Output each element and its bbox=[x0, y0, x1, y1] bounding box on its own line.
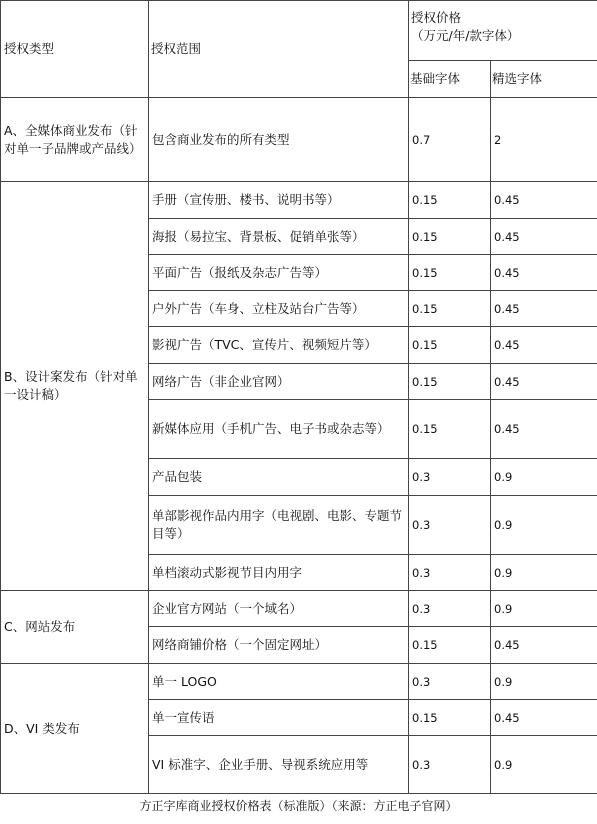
basic-price-cell: 0.15 bbox=[409, 327, 491, 364]
scope-cell: 海报（易拉宝、背景板、促销单张等） bbox=[149, 219, 409, 255]
scope-cell: 网络广告（非企业官网） bbox=[149, 364, 409, 400]
scope-cell: VI 标准字、企业手册、导视系统应用等 bbox=[149, 736, 409, 794]
scope-cell: 网络商铺价格（一个固定网址） bbox=[149, 627, 409, 664]
scope-cell: 产品包装 bbox=[149, 459, 409, 496]
basic-price-cell: 0.15 bbox=[409, 700, 491, 736]
premium-price-cell: 0.9 bbox=[491, 459, 597, 496]
basic-price-cell: 0.15 bbox=[409, 291, 491, 327]
premium-price-cell: 0.9 bbox=[491, 591, 597, 627]
premium-price-cell: 0.9 bbox=[491, 664, 597, 700]
scope-cell: 单档滚动式影视节目内用字 bbox=[149, 555, 409, 591]
premium-price-cell: 0.9 bbox=[491, 736, 597, 794]
header-row bbox=[1, 1, 597, 61]
premium-price-cell: 2 bbox=[491, 98, 597, 182]
scope-cell: 单一 LOGO bbox=[149, 664, 409, 700]
basic-price-cell: 0.15 bbox=[409, 627, 491, 664]
scope-cell: 单部影视作品内用字（电视剧、电影、专题节目等） bbox=[149, 496, 409, 555]
scope-cell: 企业官方网站（一个域名） bbox=[149, 591, 409, 627]
type-cell-a: A、全媒体商业发布（针对单一子品牌或产品线） bbox=[1, 98, 149, 182]
basic-price-cell: 0.3 bbox=[409, 555, 491, 591]
basic-price-cell: 0.15 bbox=[409, 182, 491, 219]
table-row bbox=[1, 98, 597, 182]
basic-price-cell: 0.15 bbox=[409, 255, 491, 291]
basic-price-cell: 0.15 bbox=[409, 219, 491, 255]
premium-price-cell: 0.45 bbox=[491, 700, 597, 736]
header-type: 授权类型 bbox=[1, 1, 149, 98]
table-caption: 方正字库商业授权价格表（标准版）（来源：方正电子官网） bbox=[139, 799, 458, 813]
basic-price-cell: 0.7 bbox=[409, 98, 491, 182]
premium-price-cell: 0.9 bbox=[491, 555, 597, 591]
premium-price-cell: 0.45 bbox=[491, 364, 597, 400]
type-cell-b: B、设计案发布（针对单一设计稿） bbox=[1, 182, 149, 591]
scope-cell: 新媒体应用（手机广告、电子书或杂志等） bbox=[149, 400, 409, 459]
header-price bbox=[409, 1, 597, 61]
scope-cell: 影视广告（TVC、宣传片、视频短片等） bbox=[149, 327, 409, 364]
table-row bbox=[1, 591, 597, 627]
header-price-title: 授权价格 bbox=[411, 10, 462, 25]
premium-price-cell: 0.45 bbox=[491, 400, 597, 459]
scope-cell: 包含商业发布的所有类型 bbox=[149, 98, 409, 182]
scope-cell: 平面广告（报纸及杂志广告等） bbox=[149, 255, 409, 291]
basic-price-cell: 0.3 bbox=[409, 664, 491, 700]
premium-price-cell: 0.9 bbox=[491, 496, 597, 555]
table-row bbox=[1, 664, 597, 700]
premium-price-cell: 0.45 bbox=[491, 627, 597, 664]
premium-price-cell: 0.45 bbox=[491, 327, 597, 364]
basic-price-cell: 0.15 bbox=[409, 364, 491, 400]
premium-price-cell: 0.45 bbox=[491, 291, 597, 327]
basic-price-cell: 0.3 bbox=[409, 736, 491, 794]
header-scope: 授权范围 bbox=[149, 1, 409, 98]
type-cell-d: D、VI 类发布 bbox=[1, 664, 149, 794]
basic-price-cell: 0.3 bbox=[409, 591, 491, 627]
header-basic: 基础字体 bbox=[409, 61, 491, 98]
basic-price-cell: 0.3 bbox=[409, 496, 491, 555]
premium-price-cell: 0.45 bbox=[491, 255, 597, 291]
header-premium: 精选字体 bbox=[491, 61, 597, 98]
header-price-unit: （万元/年/款字体） bbox=[411, 28, 520, 43]
scope-cell: 单一宣传语 bbox=[149, 700, 409, 736]
scope-cell: 手册（宣传册、楼书、说明书等） bbox=[149, 182, 409, 219]
basic-price-cell: 0.3 bbox=[409, 459, 491, 496]
scope-cell: 户外广告（车身、立柱及站台广告等） bbox=[149, 291, 409, 327]
type-cell-c: C、网站发布 bbox=[1, 591, 149, 664]
premium-price-cell: 0.45 bbox=[491, 182, 597, 219]
premium-price-cell: 0.45 bbox=[491, 219, 597, 255]
table-row bbox=[1, 182, 597, 219]
basic-price-cell: 0.15 bbox=[409, 400, 491, 459]
